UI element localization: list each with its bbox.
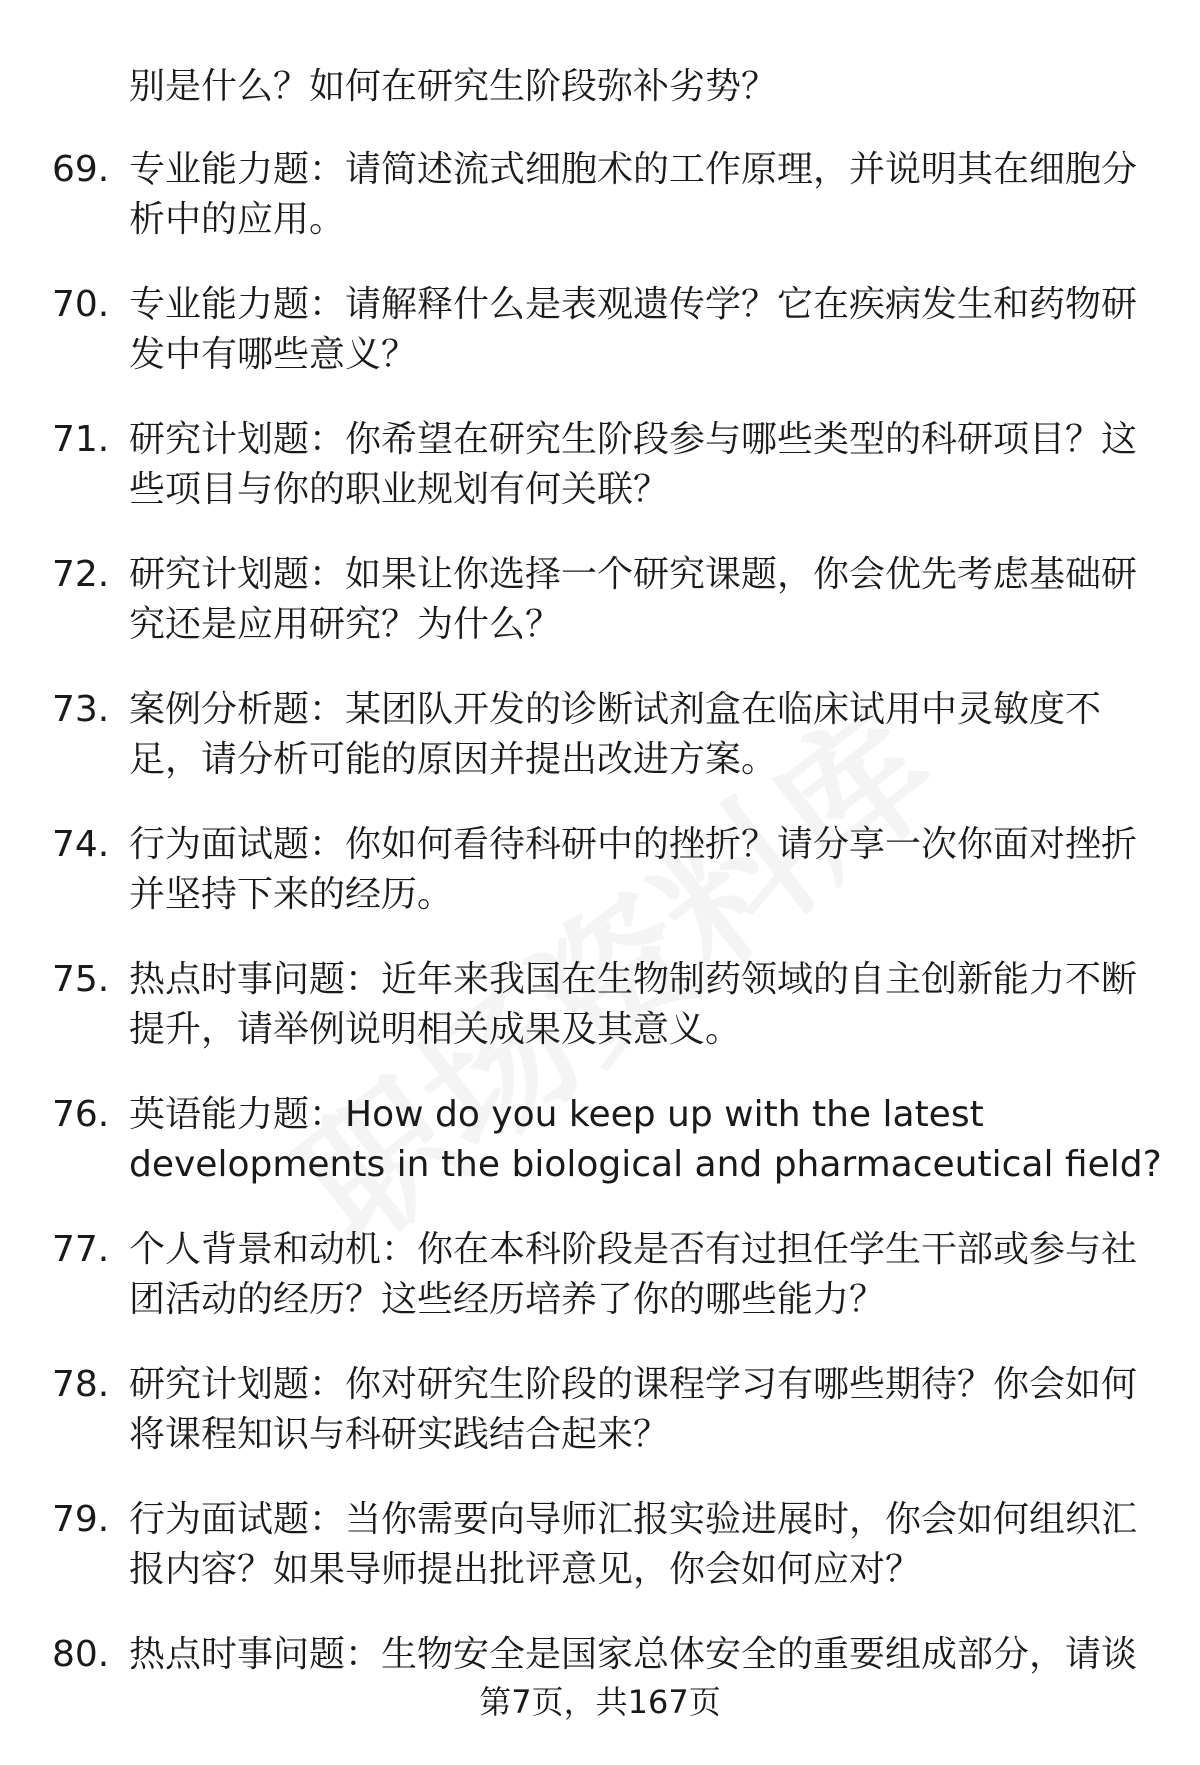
page-number-footer: 第7页，共167页 (479, 1683, 721, 1721)
question-text-line: 发中有哪些意义？ (129, 334, 418, 375)
question-text-line: 热点时事问题：生物安全是国家总体安全的重要组成部分，请谈 (129, 1634, 1138, 1675)
question-number: 76. (52, 1094, 110, 1135)
question-number: 77. (52, 1229, 110, 1270)
list-item-78 (0, 1360, 1200, 1465)
question-text-line: 行为面试题：你如何看待科研中的挫折？请分享一次你面对挫折 (129, 824, 1138, 865)
question-text-line: 究还是应用研究？为什么？ (129, 604, 562, 645)
list-item-75 (0, 955, 1200, 1060)
question-text-line: 足，请分析可能的原因并提出改进方案。 (129, 739, 778, 780)
list-item-71 (0, 415, 1200, 520)
question-number: 74. (52, 824, 110, 865)
question-number: 75. (52, 959, 110, 1000)
list-item-76 (0, 1090, 1200, 1195)
question-number: 79. (52, 1499, 110, 1540)
list-item-73 (0, 685, 1200, 790)
question-text-line: 热点时事问题：近年来我国在生物制药领域的自主创新能力不断 (129, 959, 1138, 1000)
list-item-69 (0, 145, 1200, 250)
question-text-line: 案例分析题：某团队开发的诊断试剂盒在临床试用中灵敏度不 (129, 689, 1102, 730)
question-text-line: 提升，请举例说明相关成果及其意义。 (129, 1009, 742, 1050)
question-text-line: 专业能力题：请解释什么是表观遗传学？它在疾病发生和药物研 (129, 284, 1138, 325)
question-text-line: 个人背景和动机：你在本科阶段是否有过担任学生干部或参与社 (129, 1229, 1138, 1270)
question-text-line: 报内容？如果导师提出批评意见，你会如何应对？ (129, 1549, 922, 1590)
list-item-74 (0, 820, 1200, 925)
question-text-line: 行为面试题：当你需要向导师汇报实验进展时，你会如何组织汇 (129, 1499, 1138, 1540)
list-item-79 (0, 1495, 1200, 1600)
question-text-line: 研究计划题：你对研究生阶段的课程学习有哪些期待？你会如何 (129, 1364, 1138, 1405)
question-text-line: developments in the biological and pharmaceutical field? (129, 1144, 1162, 1185)
question-text-line: 并坚持下来的经历。 (129, 874, 454, 915)
question-text-line: 团活动的经历？这些经历培养了你的哪些能力？ (129, 1279, 886, 1320)
question-text-line: 英语能力题：How do you keep up with the latest (129, 1094, 984, 1135)
question-text-line: 专业能力题：请简述流式细胞术的工作原理，并说明其在细胞分 (129, 149, 1138, 190)
list-item-70 (0, 280, 1200, 385)
question-text-line: 研究计划题：如果让你选择一个研究课题，你会优先考虑基础研 (129, 554, 1138, 595)
question-number: 72. (52, 554, 110, 595)
question-text-line: 将课程知识与科研实践结合起来？ (129, 1414, 670, 1455)
list-item-72 (0, 550, 1200, 655)
question-number: 73. (52, 689, 110, 730)
question-number: 80. (52, 1634, 110, 1675)
continued-question-text: 别是什么？如何在研究生阶段弥补劣势？ (129, 66, 778, 107)
question-text-line: 析中的应用。 (129, 199, 346, 240)
question-number: 78. (52, 1364, 110, 1405)
question-number: 69. (52, 149, 110, 190)
list-item-77 (0, 1225, 1200, 1330)
question-number: 70. (52, 284, 110, 325)
question-list (0, 145, 1200, 1765)
question-text-line: 研究计划题：你希望在研究生阶段参与哪些类型的科研项目？这 (129, 419, 1138, 460)
question-text-line: 些项目与你的职业规划有何关联？ (129, 469, 670, 510)
question-number: 71. (52, 419, 110, 460)
